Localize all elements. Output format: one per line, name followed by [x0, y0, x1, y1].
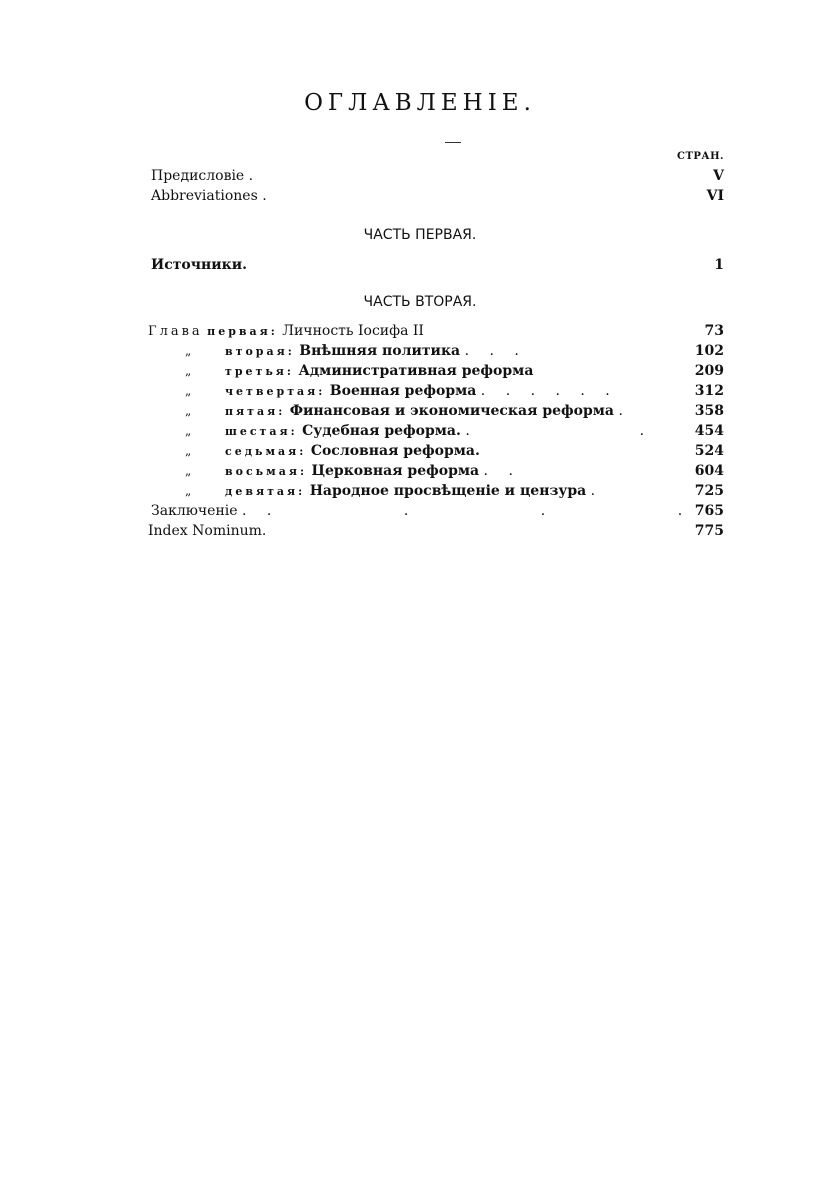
chapter-label	[225, 341, 527, 362]
chapter-label	[225, 401, 631, 422]
ditto-mark: „	[185, 384, 192, 398]
dot-leader: . . .	[464, 343, 527, 359]
chapter-label	[225, 481, 603, 502]
toc-page-number: 209	[694, 363, 724, 379]
ditto-mark: „	[185, 444, 192, 458]
chapter-title: Личность Іосифа II	[282, 323, 424, 339]
toc-page-number: 358	[694, 403, 724, 419]
chapter-title: Военная реформа	[329, 383, 477, 399]
toc-row-index-nominum[interactable]	[0, 521, 840, 541]
dot-leader: . .	[465, 423, 653, 439]
dot-leader: .	[590, 483, 604, 499]
toc-row-chapter-2[interactable]	[0, 341, 840, 361]
chapter-label	[225, 381, 618, 402]
toc-label-text: Заключеніе	[151, 503, 238, 519]
toc-page-number: 73	[704, 323, 724, 339]
dot-leader: .	[618, 403, 631, 419]
page-title: ОГЛАВЛЕНІЕ.	[304, 90, 536, 116]
chapter-title: Внѣшняя политика	[299, 343, 461, 359]
toc-row-chapter-1[interactable]	[0, 321, 840, 341]
toc-label: Источники.	[151, 257, 248, 273]
toc-page-number: 524	[694, 443, 724, 459]
toc-label: Index Nominum.	[148, 523, 267, 539]
part-one-heading: ЧАСТЬ ПЕРВАЯ.	[363, 227, 477, 243]
part-two-heading: ЧАСТЬ ВТОРАЯ.	[363, 294, 477, 310]
toc-row-sources[interactable]	[0, 255, 840, 275]
dot-leader: . . . . .	[242, 503, 691, 519]
page-column-header: СТРАН.	[677, 151, 724, 162]
toc-label	[151, 501, 690, 521]
chapter-title: Судебная реформа.	[302, 423, 461, 439]
toc-page-number: 312	[694, 383, 724, 399]
toc-page-number: 725	[694, 483, 724, 499]
chapter-label	[225, 361, 533, 382]
chapter-ordinal: первая:	[207, 325, 278, 338]
toc-row-chapter-4[interactable]	[0, 381, 840, 401]
chapter-label	[225, 441, 480, 462]
ditto-mark: „	[185, 464, 192, 478]
toc-page-number: V	[713, 168, 724, 184]
toc-label: Abbreviationes .	[151, 188, 267, 204]
toc-row-chapter-7[interactable]	[0, 441, 840, 461]
chapter-title: Народное просвѣщеніе и цензура	[309, 483, 587, 499]
toc-page-number: 604	[694, 463, 724, 479]
toc-page-number: 102	[694, 343, 724, 359]
toc-page-number: 1	[714, 257, 724, 273]
toc-row-chapter-8[interactable]	[0, 461, 840, 481]
toc-page-number: 775	[694, 523, 724, 539]
chapter-title: Сословная реформа.	[310, 443, 480, 459]
ditto-mark: „	[185, 424, 192, 438]
title-rule	[445, 142, 461, 143]
chapter-word: Глава	[148, 324, 203, 339]
ditto-mark: „	[185, 344, 192, 358]
toc-row-preface[interactable]	[0, 166, 840, 186]
dot-leader: . . . . . .	[480, 383, 618, 399]
toc-row-chapter-3[interactable]	[0, 361, 840, 381]
chapter-ordinal: шестая:	[225, 425, 298, 438]
toc-row-chapter-9[interactable]	[0, 481, 840, 501]
chapter-ordinal: седьмая:	[225, 445, 307, 458]
toc-row-conclusion[interactable]	[0, 501, 840, 521]
toc-row-abbreviationes[interactable]	[0, 186, 840, 206]
chapter-ordinal: вторая:	[225, 345, 295, 358]
chapter-ordinal: девятая:	[225, 485, 306, 498]
chapter-ordinal: четвертая:	[225, 385, 326, 398]
chapter-label	[148, 321, 424, 342]
chapter-ordinal: третья:	[225, 365, 294, 378]
toc-page-number: VI	[706, 188, 724, 204]
chapter-ordinal: восьмая:	[225, 465, 308, 478]
chapter-title: Финансовая и экономическая реформа	[289, 403, 614, 419]
toc-page-number: 765	[694, 503, 724, 519]
chapter-ordinal: пятая:	[225, 405, 286, 418]
ditto-mark: „	[185, 404, 192, 418]
toc-row-chapter-5[interactable]	[0, 401, 840, 421]
chapter-label	[225, 421, 652, 442]
toc-row-chapter-6[interactable]	[0, 421, 840, 441]
chapter-title: Административная реформа	[298, 363, 534, 379]
chapter-title: Церковная реформа	[311, 463, 480, 479]
chapter-label	[225, 461, 521, 482]
toc-label: Предисловіе .	[151, 168, 254, 184]
dot-leader: . .	[483, 463, 521, 479]
toc-page-number: 454	[694, 423, 724, 439]
ditto-mark: „	[185, 364, 192, 378]
ditto-mark: „	[185, 484, 192, 498]
